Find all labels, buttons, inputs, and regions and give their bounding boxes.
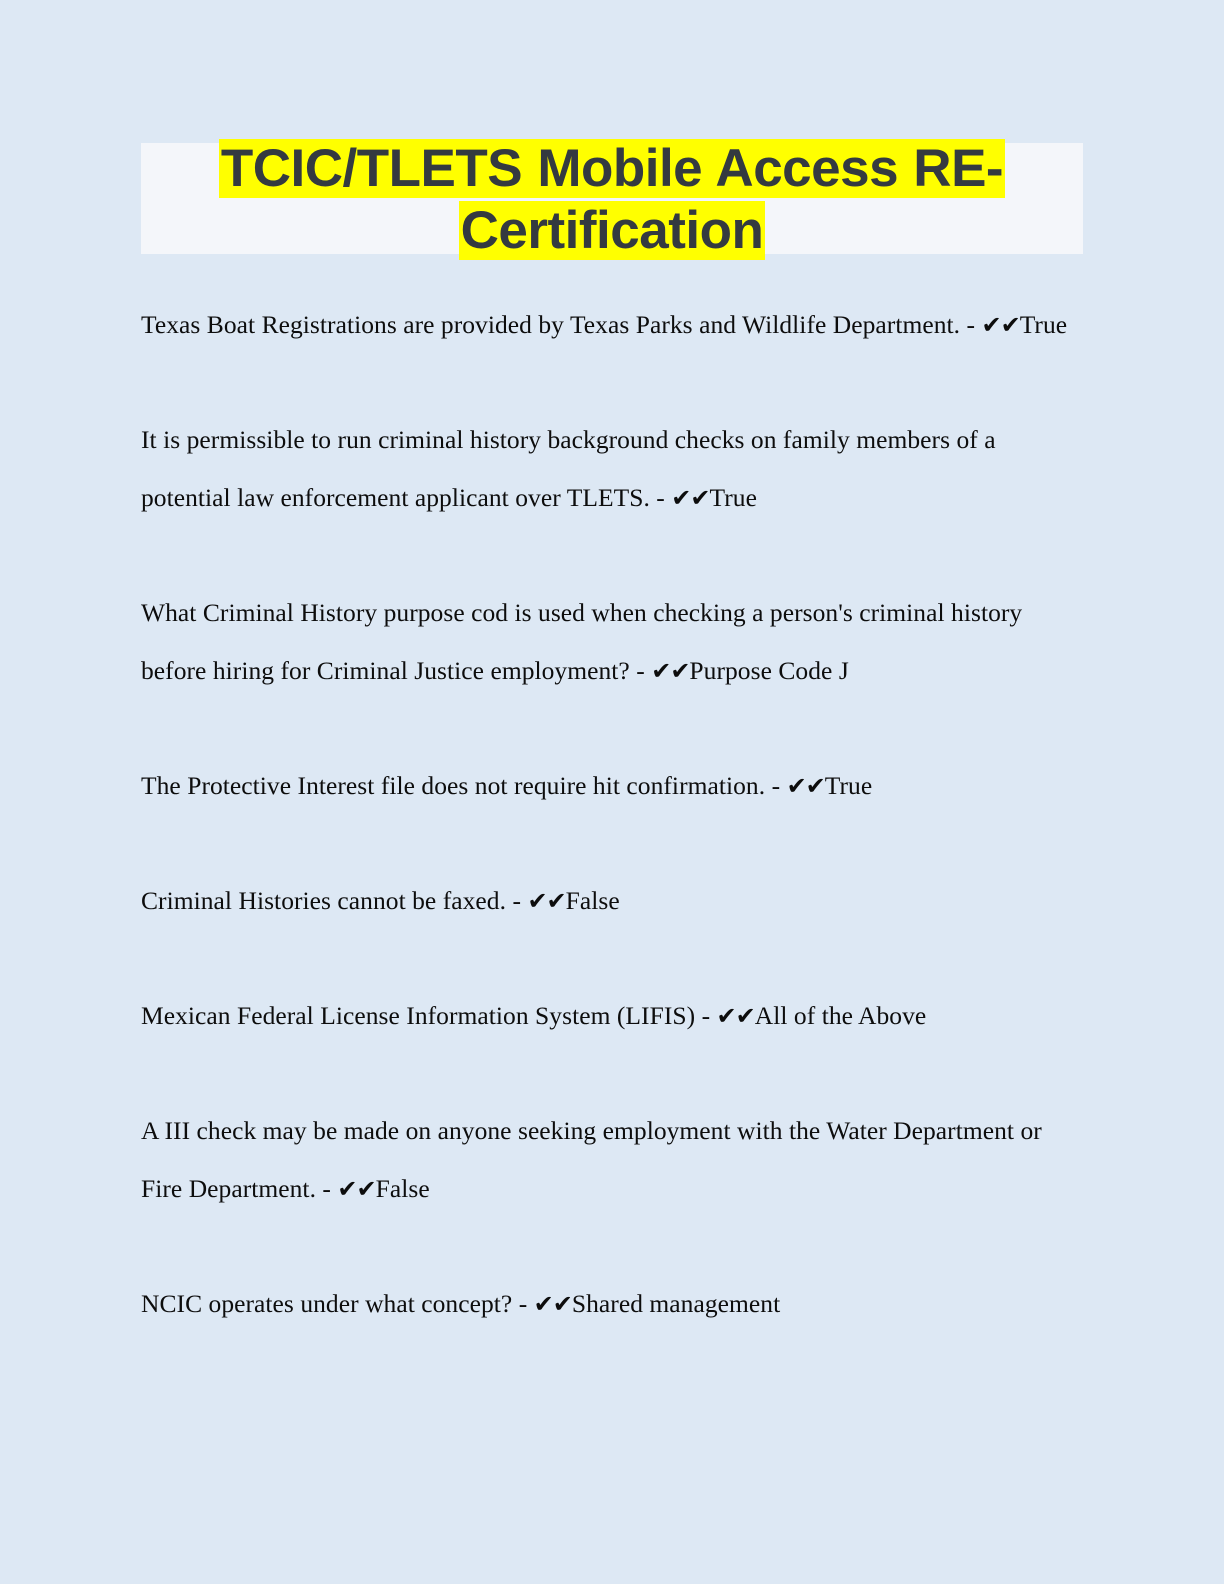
- page-title-line-2: Certification: [460, 201, 764, 260]
- qa-item: [141, 584, 1077, 700]
- page-title-line-1: TCIC/TLETS Mobile Access RE-: [220, 139, 1004, 198]
- qa-item: [141, 1275, 1077, 1333]
- double-check-icon: ✔✔: [671, 484, 710, 512]
- double-check-icon: ✔✔: [716, 1002, 755, 1030]
- qa-item: [141, 987, 1077, 1045]
- double-check-icon: ✔✔: [533, 1290, 572, 1318]
- qa-answer: True: [709, 483, 757, 512]
- qa-separator: -: [629, 656, 652, 685]
- qa-item: [141, 411, 1077, 527]
- qa-separator: -: [506, 886, 528, 915]
- qa-question: Texas Boat Registrations are provided by Texas Parks and Wildlife Department.: [141, 310, 961, 339]
- qa-item: [141, 296, 1077, 354]
- qa-question: Mexican Federal License Information System (LIFIS): [141, 1001, 696, 1030]
- qa-separator: -: [960, 310, 982, 339]
- qa-item: [141, 1102, 1077, 1218]
- qa-answer: False: [375, 1174, 430, 1203]
- title-banner: [141, 139, 1083, 260]
- qa-question: What Criminal History purpose cod is used when checking a person's criminal history before hiring for Criminal Justice employment?: [141, 598, 1023, 685]
- qa-question: It is permissible to run criminal history background checks on family members of a potential law enforcement applicant over TLETS.: [141, 425, 996, 512]
- qa-separator: -: [695, 1001, 717, 1030]
- qa-answer: True: [1019, 310, 1068, 339]
- qa-item: [141, 757, 1077, 815]
- double-check-icon: ✔✔: [981, 311, 1020, 339]
- double-check-icon: ✔✔: [337, 1175, 376, 1203]
- qa-question: NCIC operates under what concept?: [141, 1289, 513, 1318]
- page-title: [141, 138, 1083, 262]
- qa-list: [141, 296, 1077, 1333]
- qa-question: A III check may be made on anyone seeking employment with the Water Department or Fire Department.: [141, 1116, 1042, 1203]
- qa-answer: Purpose Code J: [689, 656, 849, 685]
- double-check-icon: ✔✔: [527, 887, 566, 915]
- qa-separator: -: [649, 483, 672, 512]
- qa-separator: -: [512, 1289, 534, 1318]
- qa-separator: -: [316, 1174, 338, 1203]
- qa-answer: True: [824, 771, 873, 800]
- qa-answer: Shared management: [571, 1289, 781, 1318]
- qa-question: Criminal Histories cannot be faxed.: [141, 886, 507, 915]
- double-check-icon: ✔✔: [786, 772, 825, 800]
- qa-answer: False: [565, 886, 620, 915]
- qa-separator: -: [765, 771, 787, 800]
- qa-question: The Protective Interest file does not require hit confirmation.: [141, 771, 766, 800]
- qa-answer: All of the Above: [754, 1001, 927, 1030]
- double-check-icon: ✔✔: [651, 657, 690, 685]
- qa-item: [141, 872, 1077, 930]
